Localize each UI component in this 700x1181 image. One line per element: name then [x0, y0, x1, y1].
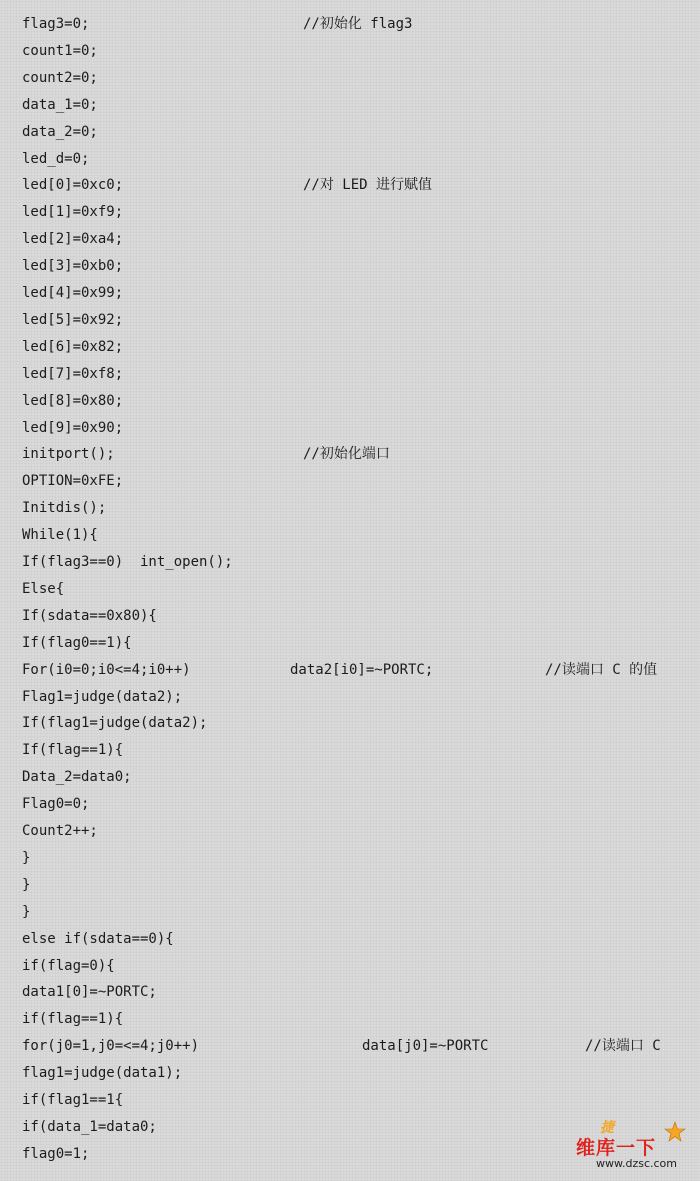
code-text: For(i0=0;i0<=4;i0++)	[22, 661, 191, 678]
code-text: led[6]=0x82;	[22, 338, 124, 355]
code-text: data1[0]=~PORTC;	[22, 984, 157, 1001]
watermark-brand-text: 维库一下	[576, 1137, 657, 1159]
code-text: initport();	[22, 446, 115, 463]
code-comment: //读端口 C	[585, 1038, 661, 1055]
code-text: }	[22, 876, 31, 893]
code-text: data_2=0;	[22, 123, 98, 140]
code-comment: //读端口 C 的值	[545, 661, 658, 678]
code-text: led[3]=0xb0;	[22, 258, 124, 275]
code-comment: //对 LED 进行赋值	[303, 177, 433, 194]
code-inline-statement: data[j0]=~PORTC	[362, 1038, 489, 1055]
code-text: flag0=1;	[22, 1145, 90, 1162]
star-icon	[664, 1121, 686, 1143]
code-text: OPTION=0xFE;	[22, 473, 124, 490]
code-text: If(sdata==0x80){	[22, 607, 157, 624]
code-text: led[2]=0xa4;	[22, 231, 124, 248]
code-text: Data_2=data0;	[22, 769, 132, 786]
watermark-logo	[572, 1117, 692, 1175]
code-text: led[7]=0xf8;	[22, 365, 124, 382]
code-text: if(flag1==1{	[22, 1092, 124, 1108]
code-comment: //初始化 flag3	[303, 16, 413, 32]
code-text: Count2++;	[22, 823, 98, 839]
code-text: led_d=0;	[22, 150, 90, 167]
code-inline-statement: data2[i0]=~PORTC;	[290, 661, 434, 678]
code-comment: //初始化端口	[303, 446, 390, 463]
code-text: led[5]=0x92;	[22, 311, 124, 328]
code-text: for(j0=1,j0=<=4;j0++)	[22, 1038, 200, 1055]
code-text: Flag1=judge(data2);	[22, 688, 183, 705]
code-text: if(data_1=data0;	[22, 1118, 157, 1135]
code-text: Flag0=0;	[22, 796, 90, 813]
code-text: If(flag0==1){	[22, 634, 132, 651]
code-text: count1=0;	[22, 42, 98, 59]
code-text: Else{	[22, 580, 65, 597]
code-text: led[4]=0x99;	[22, 285, 124, 301]
code-text: If(flag3==0) int_open();	[22, 554, 233, 570]
code-text: flag1=judge(data1);	[22, 1065, 183, 1082]
code-text: While(1){	[22, 527, 98, 544]
code-text: led[0]=0xc0;	[22, 177, 124, 194]
code-text: }	[22, 903, 31, 920]
code-text: }	[22, 849, 31, 866]
code-text: flag3=0;	[22, 16, 90, 32]
code-text: count2=0;	[22, 69, 98, 86]
code-text: If(flag==1){	[22, 742, 124, 759]
watermark-url: www.dzsc.com	[596, 1157, 678, 1170]
code-text: led[9]=0x90;	[22, 419, 124, 436]
code-text: if(flag==1){	[22, 1011, 124, 1028]
code-text: Initdis();	[22, 500, 107, 517]
code-text: led[1]=0xf9;	[22, 204, 124, 221]
code-text: If(flag1=judge(data2);	[22, 715, 208, 732]
code-text: led[8]=0x80;	[22, 392, 124, 409]
code-text: else if(sdata==0){	[22, 930, 174, 947]
watermark-top-text: 捷	[600, 1120, 614, 1136]
code-text: data_1=0;	[22, 96, 98, 113]
code-text: if(flag=0){	[22, 957, 115, 974]
